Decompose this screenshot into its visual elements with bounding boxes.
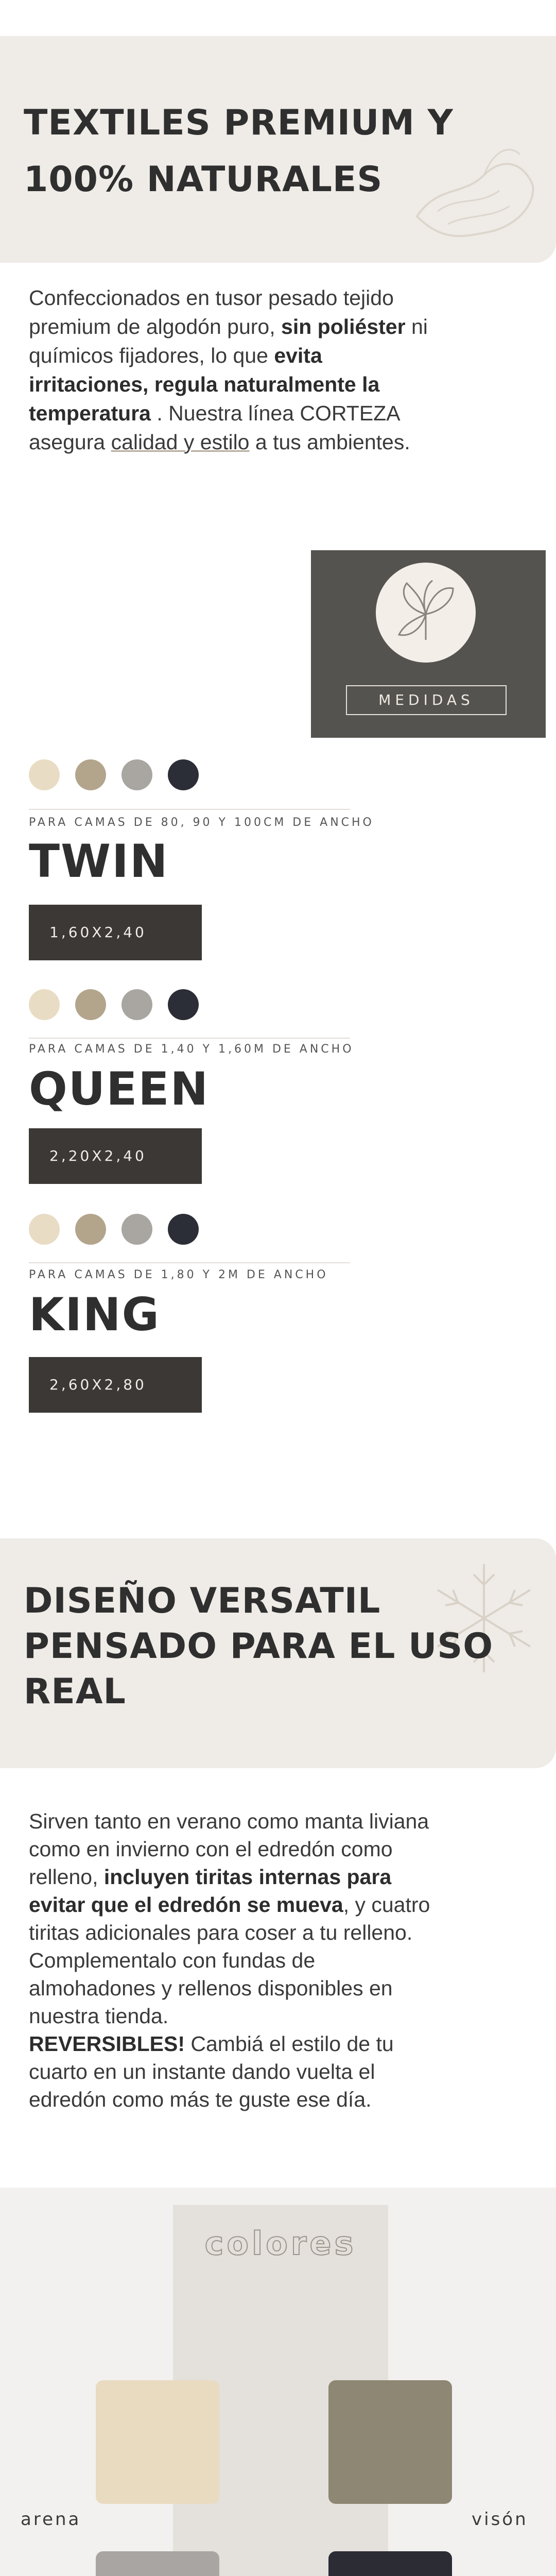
- versatil-title-line2: PENSADO PARA EL USO: [24, 1626, 494, 1667]
- hero-banner: [0, 36, 556, 263]
- swatch-gris: [96, 2551, 219, 2576]
- size-dimensions: 2,20X2,40: [29, 1128, 202, 1184]
- versatil-title-line3: REAL: [24, 1671, 126, 1712]
- versatil-banner: [0, 1538, 556, 1768]
- color-dot-gris: [121, 1214, 152, 1245]
- size-name: TWIN: [29, 835, 169, 888]
- size-name: QUEEN: [29, 1062, 210, 1115]
- color-dot-gris: [121, 759, 152, 790]
- swatch-label: arena: [21, 2509, 81, 2530]
- swatch-label: visón: [472, 2509, 528, 2530]
- color-dot-vison: [75, 1214, 106, 1245]
- versatil-paragraph: Sirven tanto en verano como manta liviana como en invierno con el edredón como relleno, incluyen tiritas internas para evitar que el edredón se mueva, y cuatro tiritas adicionales para coser a tu relleno. Complementalo con fundas de almohadones y rellenos disponibles en nuestra tienda. REVERSIBLES! Cambiá el estilo de tu cuarto en un instante dando vuelta el edredón como más te guste ese día.: [29, 1809, 430, 2111]
- color-dot-arena: [29, 989, 60, 1020]
- hero-title-line2: 100% NATURALES: [24, 159, 383, 200]
- color-dot-grafito: [168, 1214, 199, 1245]
- color-dot-arena: [29, 759, 60, 790]
- ginkgo-logo: [376, 563, 476, 663]
- size-dimensions: 2,60X2,80: [29, 1357, 202, 1413]
- versatil-title-line1: DISEÑO VERSATIL: [24, 1581, 381, 1621]
- size-caption: PARA CAMAS DE 1,80 Y 2M DE ANCHO: [29, 1268, 328, 1281]
- color-dot-gris: [121, 989, 152, 1020]
- swatch-grafito: [328, 2551, 452, 2576]
- color-dot-arena: [29, 1214, 60, 1245]
- hero-title-line1: TEXTILES PREMIUM Y: [24, 103, 454, 143]
- intro-paragraph: Confeccionados en tusor pesado tejido premium de algodón puro, sin poliéster ni químicos fijadores, lo que evita irritaciones, regula naturalmente la temperatura . Nuestra línea CORTEZA asegura calidad y estilo a tus ambientes.: [29, 286, 428, 454]
- color-dot-grafito: [168, 759, 199, 790]
- colores-title: colores: [204, 2225, 357, 2262]
- medidas-label: MEDIDAS: [346, 685, 507, 715]
- size-caption: PARA CAMAS DE 80, 90 Y 100CM DE ANCHO: [29, 816, 374, 829]
- medidas-card: [311, 550, 546, 738]
- size-name: KING: [29, 1288, 160, 1341]
- ginkgo-leaf-icon: [376, 563, 476, 663]
- size-caption: PARA CAMAS DE 1,40 Y 1,60M DE ANCHO: [29, 1043, 354, 1056]
- swatch-vison: [328, 2380, 452, 2504]
- divider: [29, 1038, 350, 1039]
- color-dot-vison: [75, 989, 106, 1020]
- size-dimensions: 1,60X2,40: [29, 905, 202, 960]
- divider: [29, 1262, 350, 1263]
- color-dot-vison: [75, 759, 106, 790]
- color-dot-grafito: [168, 989, 199, 1020]
- swatch-arena: [96, 2380, 219, 2504]
- divider: [29, 809, 350, 810]
